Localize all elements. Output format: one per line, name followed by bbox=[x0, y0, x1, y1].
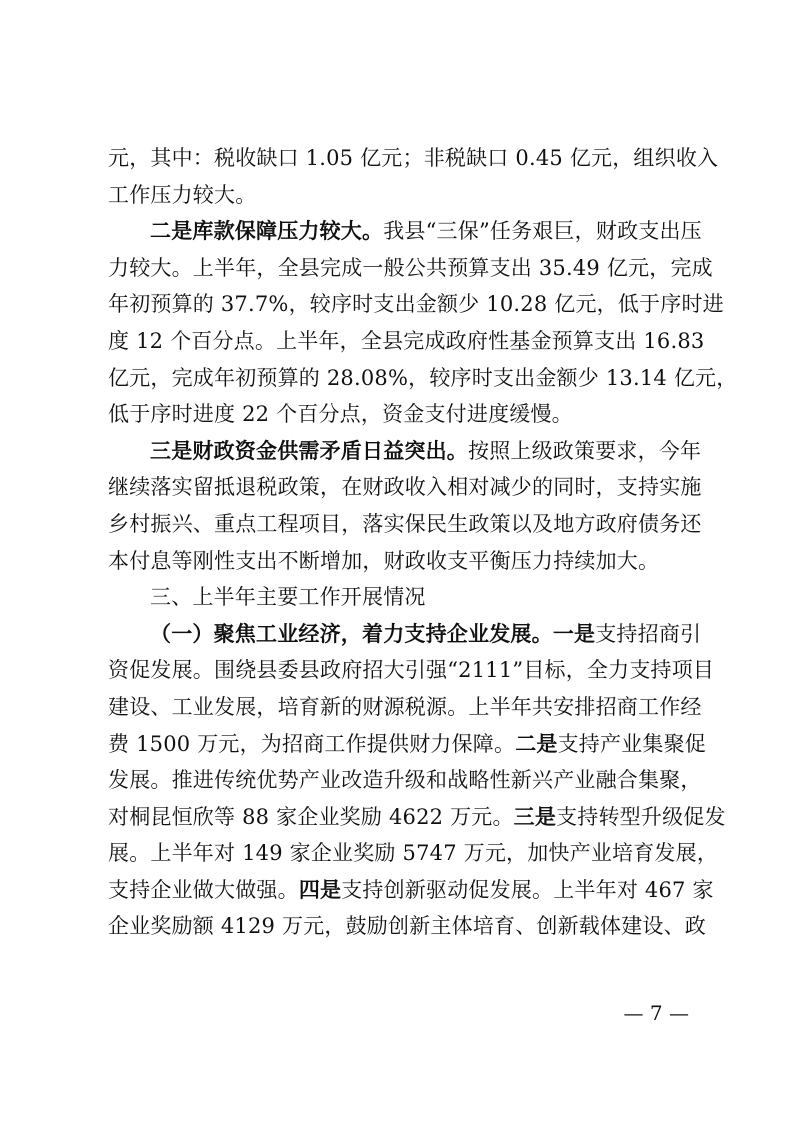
text-line bbox=[108, 506, 702, 543]
text-line bbox=[108, 616, 702, 653]
body-text: 建设、工业发展，培育新的财源税源。上半年共安排招商工作经 bbox=[108, 694, 702, 719]
body-text: 资促发展。围绕县委县政府招大引强“2111”目标，全力支持项目 bbox=[108, 658, 715, 683]
body-text: 展。上半年对 149 家企业奖励 5747 万元，加快产业培育发展， bbox=[108, 841, 719, 866]
text-line bbox=[108, 213, 702, 250]
body-text: 低于序时进度 22 个百分点，资金支付进度缓慢。 bbox=[108, 402, 573, 427]
text-line bbox=[108, 908, 706, 945]
text-line bbox=[108, 396, 698, 433]
body-text: 按照上级政策要求，今年 bbox=[468, 438, 702, 463]
body-text: 本付息等刚性支出不断增加，财政收支平衡压力持续加大。 bbox=[108, 548, 660, 573]
text-line bbox=[108, 140, 719, 177]
body-text: 力较大。上半年，全县完成一般公共预算支出 35.49 亿元，完成 bbox=[108, 255, 713, 280]
emphasis-text: （一）聚焦工业经济，着力支持企业发展。 bbox=[150, 620, 553, 646]
text-line bbox=[108, 543, 698, 580]
document-body bbox=[108, 140, 738, 945]
text-line bbox=[108, 726, 707, 763]
body-text: 支持转型升级促发 bbox=[556, 804, 726, 829]
body-text: 工作压力较大。 bbox=[108, 182, 257, 207]
text-line bbox=[108, 433, 702, 470]
text-line bbox=[108, 250, 713, 287]
body-text: 支持企业做大做强。 bbox=[108, 877, 299, 902]
body-text: 企业奖励额 4129 万元，鼓励创新主体培育、创新载体建设、政 bbox=[108, 914, 706, 939]
body-text: 我县“三保”任务艰巨，财政支出压 bbox=[383, 219, 702, 244]
body-text: 对桐昆恒欣等 88 家企业奖励 4622 万元。 bbox=[108, 804, 514, 829]
body-text: 支持创新驱动促发展。上半年对 467 家 bbox=[341, 877, 714, 902]
text-line bbox=[108, 177, 698, 214]
text-line bbox=[108, 286, 724, 323]
body-text: 亿元，完成年初预算的 28.08%，较序时支出金额少 13.14 亿元， bbox=[108, 365, 738, 390]
emphasis-text: 二是库款保障压力较大。 bbox=[150, 219, 384, 244]
text-line bbox=[108, 872, 714, 909]
body-text: 元，其中：税收缺口 1.05 亿元；非税缺口 0.45 亿元，组织收入 bbox=[108, 146, 719, 170]
body-text: 乡村振兴、重点工程项目，落实保民生政策以及地方政府债务还 bbox=[108, 511, 702, 536]
emphasis-text: 三是财政资金供需矛盾日益突出。 bbox=[150, 438, 468, 463]
text-line bbox=[108, 799, 726, 836]
body-text: 继续落实留抵退税政策，在财政收入相对减少的同时，支持实施 bbox=[108, 475, 702, 500]
section-heading bbox=[108, 579, 698, 616]
body-text: 费 1500 万元，为招商工作提供财力保障。 bbox=[108, 731, 516, 756]
page-number: — 7 — bbox=[623, 1001, 689, 1025]
body-text: 年初预算的 37.7%，较序时支出金额少 10.28 亿元，低于序时进 bbox=[108, 292, 724, 317]
text-line bbox=[108, 469, 702, 506]
emphasis-text: 三是 bbox=[513, 804, 557, 829]
body-text: 支持产业集聚促 bbox=[557, 731, 707, 756]
emphasis-text: 二是 bbox=[515, 731, 558, 756]
text-line bbox=[108, 360, 738, 397]
body-text: 度 12 个百分点。上半年，全县完成政府性基金预算支出 16.83 bbox=[108, 328, 705, 353]
emphasis-text: 一是 bbox=[552, 621, 596, 646]
text-line bbox=[108, 762, 702, 799]
emphasis-text: 四是 bbox=[298, 877, 342, 902]
text-line bbox=[108, 835, 719, 872]
body-text: 支持招商引 bbox=[595, 621, 702, 646]
text-line bbox=[108, 689, 702, 726]
body-text: 三、上半年主要工作开展情况 bbox=[150, 585, 426, 610]
text-line bbox=[108, 323, 705, 360]
text-line bbox=[108, 652, 715, 689]
body-text: 发展。推进传统优势产业改造升级和战略性新兴产业融合集聚， bbox=[108, 768, 702, 793]
